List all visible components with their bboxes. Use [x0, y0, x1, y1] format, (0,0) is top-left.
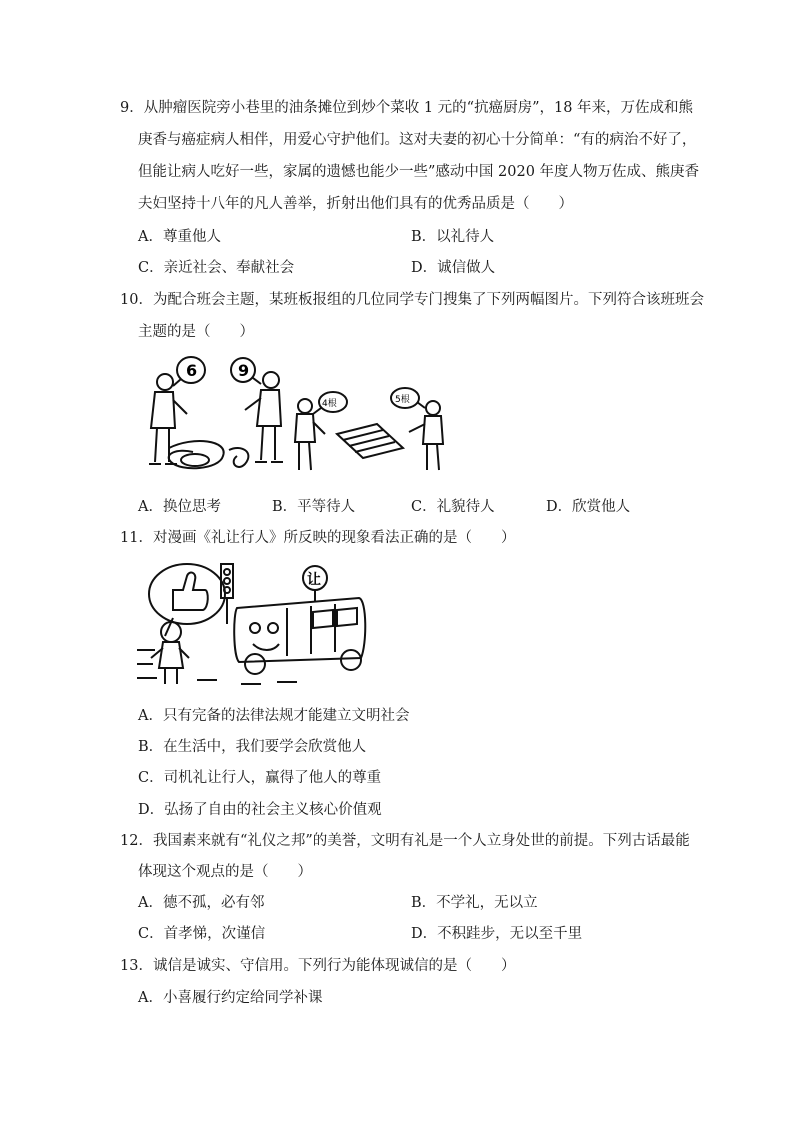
q9-line-4: 夫妇坚持十八年的凡人善举，折射出他们具有的优秀品质是（ ）	[138, 196, 573, 212]
q9-line-1: 9．从肿瘤医院旁小巷里的油条摊位到炒个菜收 1 元的“抗癌厨房”，18 年来，万佐成和熊	[120, 100, 694, 116]
q10-option-a: A．换位思考	[138, 499, 221, 515]
q9-option-d: D．诚信做人	[411, 260, 496, 276]
q12-option-d: D．不积跬步，无以至千里	[411, 926, 583, 942]
yield-sign-text: 让	[307, 572, 321, 588]
q13-option-a: A．小喜履行约定给同学补课	[138, 990, 323, 1006]
q12-line-1: 12．我国素来就有“礼仪之邦”的美誉，文明有礼是一个人立身处世的前提。下列古话最能	[120, 833, 690, 849]
bubble-four-sticks: 4根	[322, 399, 337, 409]
yield-pedestrian-cartoon	[137, 560, 369, 690]
q12-option-b: B．不学礼，无以立	[411, 895, 538, 911]
q13-line-1: 13．诚信是诚实、守信用。下列行为能体现诚信的是（ ）	[120, 958, 516, 974]
bubble-five-sticks: 5根	[395, 395, 410, 405]
q12-line-2: 体现这个观点的是（ ）	[138, 864, 312, 880]
q11-line-1: 11．对漫画《礼让行人》所反映的现象看法正确的是（ ）	[120, 530, 516, 546]
q11-option-d: D．弘扬了自由的社会主义核心价值观	[138, 802, 382, 818]
q10-option-d: D．欣赏他人	[546, 499, 631, 515]
q9-option-b: B．以礼待人	[411, 229, 495, 245]
q10-line-2: 主题的是（ ）	[138, 324, 254, 340]
q10-option-b: B．平等待人	[272, 499, 356, 515]
q9-line-2: 庚香与癌症病人相伴，用爱心守护他们。这对夫妻的初心十分简单：“有的病治不好了，	[138, 132, 697, 148]
perspective-cartoon	[133, 352, 453, 484]
bubble-six: 6	[186, 361, 198, 380]
q12-option-c: C．首孝悌，次谨信	[138, 926, 266, 942]
q12-option-a: A．德不孤，必有邻	[138, 895, 265, 911]
q10-line-1: 10．为配合班会主题，某班板报组的几位同学专门搜集了下列两幅图片。下列符合该班班会	[120, 292, 704, 308]
q9-option-c: C．亲近社会、奉献社会	[138, 260, 295, 276]
q9-line-3: 但能让病人吃好一些，家属的遗憾也能少一些”感动中国 2020 年度人物万佐成、熊庚香	[138, 164, 700, 180]
q10-option-c: C．礼貌待人	[411, 499, 495, 515]
q11-option-a: A．只有完备的法律法规才能建立文明社会	[138, 708, 410, 724]
q9-option-a: A．尊重他人	[138, 229, 221, 245]
q11-option-c: C．司机礼让行人，赢得了他人的尊重	[138, 770, 382, 786]
q11-option-b: B．在生活中，我们要学会欣赏他人	[138, 739, 367, 755]
bubble-nine: 9	[238, 361, 250, 380]
